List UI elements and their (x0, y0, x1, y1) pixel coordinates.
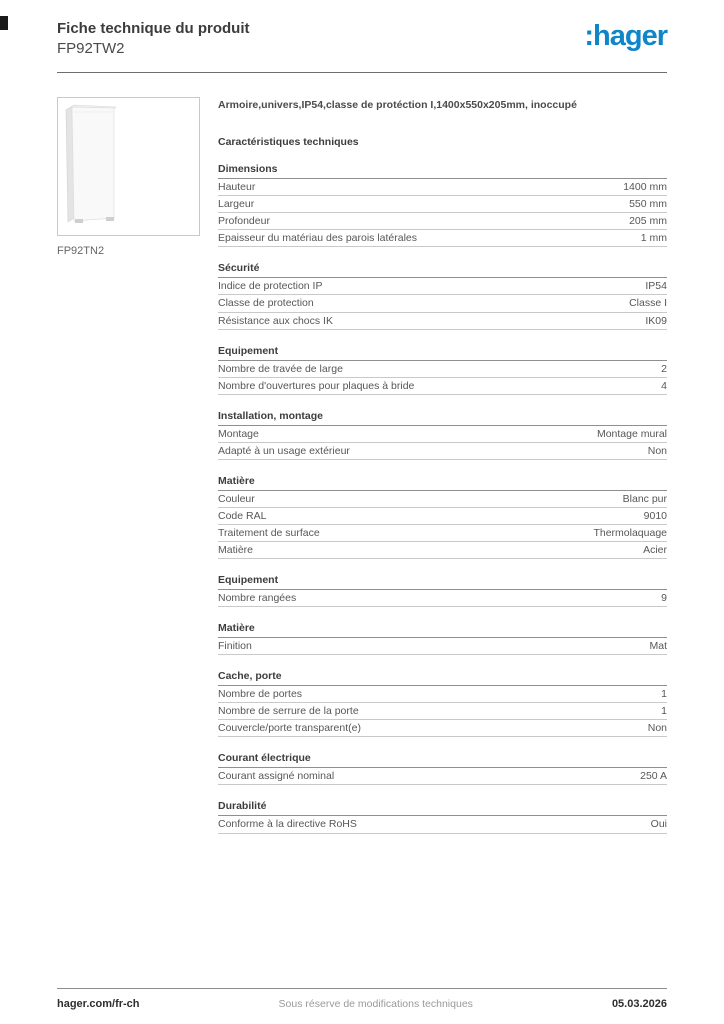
spec-row (218, 542, 667, 559)
spec-row (218, 196, 667, 213)
spec-row (218, 816, 667, 833)
spec-row-label: Nombre rangées (218, 592, 297, 605)
spec-row-value: 250 A (640, 770, 667, 783)
spec-section-rows (218, 491, 667, 559)
spec-section-title: Dimensions (218, 163, 667, 179)
spec-row-value: Acier (643, 544, 667, 557)
spec-row-value: Non (647, 722, 667, 735)
spec-row-value: 550 mm (629, 198, 667, 211)
spec-row (218, 720, 667, 737)
spec-row-value: 1400 mm (623, 181, 667, 194)
spec-row-label: Finition (218, 640, 252, 653)
spec-row-label: Nombre de portes (218, 688, 303, 701)
spec-section-title: Equipement (218, 574, 667, 590)
spec-row-value: Oui (650, 818, 667, 831)
spec-section-rows (218, 361, 667, 395)
spec-section-title: Courant électrique (218, 752, 667, 768)
spec-section-title: Matière (218, 475, 667, 491)
spec-row-label: Nombre de serrure de la porte (218, 705, 359, 718)
page-title: Fiche technique du produit (57, 20, 250, 37)
spec-row (218, 686, 667, 703)
spec-section-rows (218, 768, 667, 785)
spec-section (218, 670, 667, 737)
spec-row (218, 491, 667, 508)
spec-section-rows (218, 590, 667, 607)
spec-section (218, 622, 667, 655)
spec-row-label: Code RAL (218, 509, 267, 522)
spec-content (218, 97, 667, 834)
spec-row-value: Montage mural (596, 427, 667, 440)
product-description: Armoire,univers,IP54,classe de protéction I,1400x550x205mm, inoccupé (218, 98, 577, 111)
footer-date: 05.03.2026 (611, 998, 667, 1010)
header-divider (57, 72, 667, 73)
spec-section-rows (218, 278, 667, 329)
spec-row-label: Adapté à un usage extérieur (218, 444, 350, 457)
spec-row-value: Thermolaquage (593, 526, 667, 539)
spec-row-value: 1 (661, 705, 667, 718)
spec-row-label: Matière (218, 544, 254, 557)
page-edge-mark (0, 16, 8, 30)
spec-section (218, 475, 667, 559)
spec-section-title: Equipement (218, 345, 667, 361)
spec-section (218, 752, 667, 785)
spec-section-rows (218, 179, 667, 247)
spec-row-label: Nombre de travée de large (218, 362, 343, 375)
spec-section-rows (218, 638, 667, 655)
cabinet-illustration (58, 98, 199, 235)
product-figure (57, 97, 200, 834)
spec-row (218, 590, 667, 607)
spec-row-value: 4 (661, 379, 667, 392)
spec-row-label: Epaisseur du matériau des parois latérales (218, 232, 418, 245)
spec-section-title: Cache, porte (218, 670, 667, 686)
spec-row-value: 1 (661, 688, 667, 701)
spec-row-label: Profondeur (218, 215, 270, 228)
spec-row-label: Indice de protection IP (218, 280, 323, 293)
spec-section-rows (218, 686, 667, 737)
spec-row-label: Nombre d'ouvertures pour plaques à bride (218, 379, 415, 392)
spec-row (218, 768, 667, 785)
spec-section (218, 262, 667, 329)
spec-row-value: 1 mm (640, 232, 667, 245)
characteristics-heading: Caractéristiques techniques (218, 136, 359, 149)
spec-row (218, 313, 667, 330)
spec-row-label: Couleur (218, 492, 255, 505)
spec-row (218, 378, 667, 395)
spec-section (218, 800, 667, 833)
header-titles (57, 20, 250, 59)
spec-row-value: Mat (649, 640, 667, 653)
spec-row (218, 361, 667, 378)
spec-row (218, 703, 667, 720)
spec-section (218, 345, 667, 395)
spec-section-title: Matière (218, 622, 667, 638)
spec-row-label: Largeur (218, 198, 255, 211)
spec-row (218, 179, 667, 196)
spec-row-value: IK09 (645, 314, 667, 327)
spec-section (218, 574, 667, 607)
spec-row-value: 9 (661, 592, 667, 605)
spec-row (218, 426, 667, 443)
spec-section-rows (218, 426, 667, 460)
product-reference: FP92TW2 (57, 39, 125, 57)
spec-row-value: Non (647, 444, 667, 457)
spec-row-label: Montage (218, 427, 259, 440)
spec-section-rows (218, 816, 667, 833)
spec-row-value: 205 mm (629, 215, 667, 228)
spec-row-value: IP54 (645, 280, 667, 293)
product-image-caption: FP92TN2 (57, 244, 105, 257)
spec-row (218, 278, 667, 295)
spec-row-label: Hauteur (218, 181, 256, 194)
spec-row (218, 295, 667, 312)
spec-row-label: Traitement de surface (218, 526, 320, 539)
page-footer (57, 988, 667, 1010)
spec-sections (218, 163, 667, 833)
spec-row (218, 213, 667, 230)
spec-row (218, 638, 667, 655)
spec-section-title: Durabilité (218, 800, 667, 816)
footer-disclaimer: Sous réserve de modifications techniques (278, 998, 473, 1010)
spec-section (218, 163, 667, 247)
spec-row-label: Conforme à la directive RoHS (218, 818, 357, 831)
spec-row (218, 508, 667, 525)
product-image (57, 97, 200, 236)
hager-logo: :hager (584, 20, 667, 52)
spec-row-label: Classe de protection (218, 297, 314, 310)
spec-row-label: Courant assigné nominal (218, 770, 335, 783)
main-content (57, 97, 667, 834)
spec-row-value: 2 (661, 362, 667, 375)
spec-row-label: Résistance aux chocs IK (218, 314, 333, 327)
spec-section (218, 410, 667, 460)
spec-row-value: 9010 (643, 509, 667, 522)
spec-row-value: Blanc pur (622, 492, 667, 505)
spec-section-title: Installation, montage (218, 410, 667, 426)
spec-section-title: Sécurité (218, 262, 667, 278)
spec-row-label: Couvercle/porte transparent(e) (218, 722, 361, 735)
spec-row (218, 230, 667, 247)
footer-website-link[interactable]: hager.com/fr-ch (57, 998, 140, 1010)
spec-row (218, 443, 667, 460)
page-header (57, 0, 667, 59)
spec-row (218, 525, 667, 542)
spec-row-value: Classe I (629, 297, 667, 310)
